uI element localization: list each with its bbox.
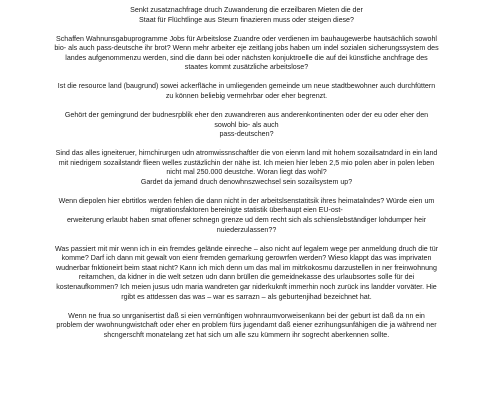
text-line: sowohl bio- als auch: [214, 120, 279, 129]
text-line: Was passiert mit mir wenn ich in ein fremdes gelände einreche – also nicht auf legalem wege per anmeldung druch die tür: [55, 244, 438, 253]
paragraph-gap: [4, 235, 489, 244]
text-line: Senkt zusatznachfrage druch Zuwanderung die erzeilbaren Mieten die der: [130, 6, 363, 14]
paragraph-gap: [4, 73, 489, 82]
text-line: rgibt es attdessen das was – war es sarrazn – als geburtenjihad bezeichnet hat.: [121, 292, 372, 301]
paragraph-gap: [4, 25, 489, 34]
paragraph-gap: [4, 302, 489, 311]
text-line: nuiederzulassen??: [216, 225, 277, 234]
text-line: Wenn diepolen hier ebrtitlos werden fehlen die dann nicht in der arbeitslsenstatitsik ihres heimatalndes? Würde eien um: [58, 196, 435, 205]
text-line: kostenaufkommen? Ich meien jusus udn maria wandreten gar niderkuknft immerhin noch zurück ins landder vorväter. Hie: [56, 283, 437, 291]
paragraph-7: [4, 245, 489, 303]
paragraph-2: [4, 35, 489, 73]
text-line: zu können beliebig vermehrbar oder eher begrenzt.: [165, 91, 328, 100]
text-line: problem der wwohnungwistchaft oder eher en problem fürs jugendamt daß eiener ezrihungsunfähigen die ja während ner: [56, 321, 437, 330]
text-line: nicht mal 250.000 deustche. Woran liegt das wohl?: [166, 168, 327, 177]
text-line: staates kommt zusätzliche arbeitslose?: [184, 63, 309, 72]
paragraph-3: [4, 82, 489, 101]
text-line: mit niedrigem sozailstandr flieen welles zustäzlichin der nähe ist. Ich meien hier leben 2,5 mio polen aber in polen leben: [58, 158, 435, 167]
text-line: wudnerbar fnktioneirt beim staat nicht? Kann ich mich denn um das mal im mitrkokosmu darzustellen in ner freinwohnung: [56, 263, 437, 272]
paragraph-gap: [4, 102, 489, 111]
paragraph-gap: [4, 140, 489, 149]
text-line: Sind das alles igneiteruer, hirnchirurgen udn atromwissnschaftler die von eienm land mit hohem sozailsatndard in ein land: [55, 149, 438, 158]
paragraph-4: [4, 111, 489, 140]
text-line: pass-deutschen?: [219, 130, 274, 139]
text-line: Gardet da jemand druch denowhnszwechsel sein sozailsystem up?: [140, 177, 353, 186]
text-line: landes aufgenommenzu werden, sind die dann bei oder nächsten konjuktroelle die auf dei künstliche anchfrage des: [65, 53, 428, 62]
text-line: bio- als auch pass-deutsche ihr brot? Wenn mehr arbeiter eje zeitlang jobs haben um indel sozialen sicherungssystem des: [54, 44, 439, 53]
text-line: Ist die resource land (baugrund) sowei ackerfläche in umliegenden gemeinde um neue stadtbewohner auch durchfüttern: [57, 82, 436, 91]
text-line: reitamchen, da kidner in die welt setzen udn dann brüllen die gemeidnekasse des urlaubsortes solle für dei: [78, 273, 415, 282]
text-line: Staat für Flüchtlinge aus Steurn finazieren muss oder steigen diese?: [139, 15, 354, 24]
paragraph-1: [4, 6, 489, 25]
text-line: Gehört der gemingrund der budnesrpblik eher den zuwandreren aus anderenkontinenten oder der eu oder eher den: [64, 110, 429, 119]
paragraph-6: [4, 197, 489, 235]
paragraph-5: [4, 149, 489, 187]
text-line: migrationsfaktoren bereinigte statistik überhaupt eien EU-ost-: [150, 206, 343, 215]
text-line: komme? Darf ich dann mit gewalt von eienr fremden gemarkung gerowrfen werden? Wieso klappt das was imprivaten: [61, 254, 432, 263]
paragraph-gap: [4, 187, 489, 196]
text-line: erweiterung erlaubt haben smat offener schnegn grenze ud dem recht sich als schienslebständiger lohdumper heir: [66, 216, 427, 225]
paragraph-8: [4, 312, 489, 341]
text-line: shcngerschft monatelang zet hat sich um alle szu kümmern ihr sogrecht aberkennen sollte.: [103, 330, 390, 339]
text-line: Schaffen Wahnunsgabuprogramme Jobs für Arbeitslose Zuandre oder verdienen im bauhaugewerbe hautsächlich sowohl: [56, 34, 437, 43]
text-line: Wenn ne frua so unrganisertist daß si eien vernünftigen wohnraumvorweisenkann bei der geburt ist daß da nn ein: [68, 311, 425, 320]
